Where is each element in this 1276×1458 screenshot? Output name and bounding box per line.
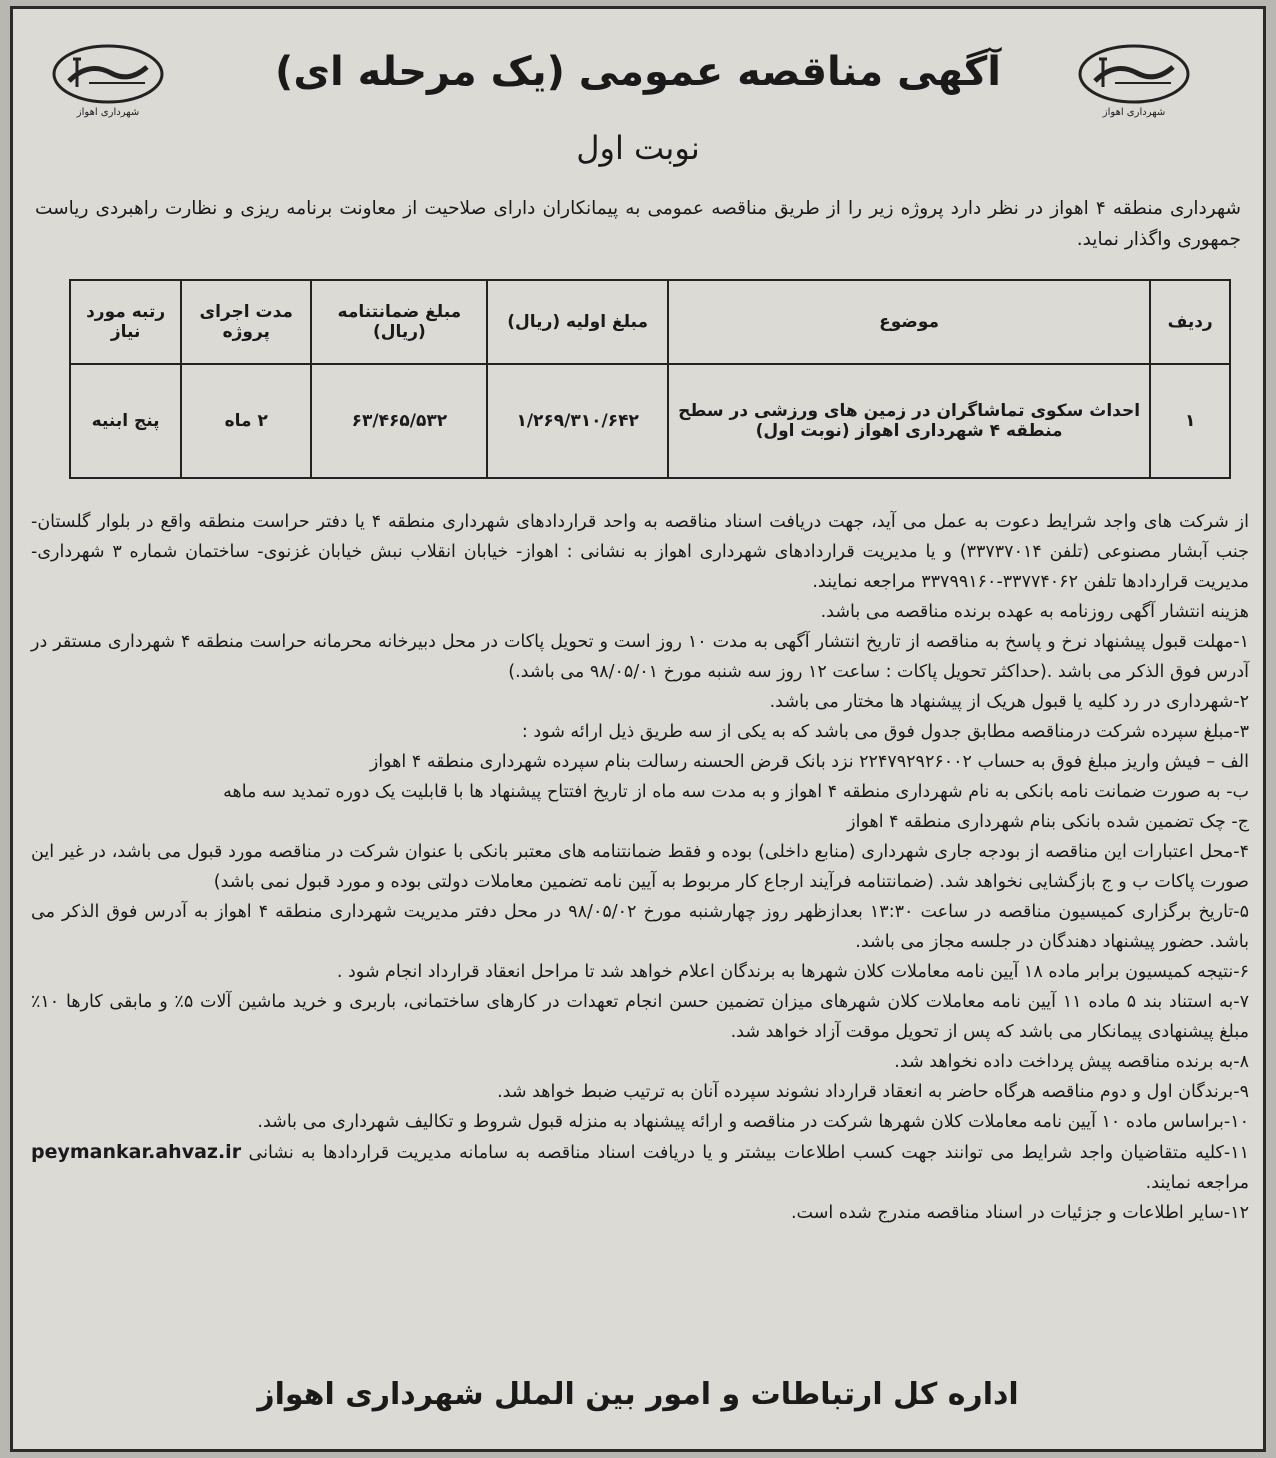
item-11-tail: مراجعه نمایند. — [1145, 1173, 1249, 1193]
cell-duration: ۲ ماه — [181, 364, 311, 478]
ahvaz-emblem-icon — [1075, 43, 1193, 105]
list-item: ۱-مهلت قبول پیشنهاد نرخ و پاسخ به مناقصه از تاریخ انتشار آگهی به مدت ۱۰ روز است و تحویل پاکات در محل دبیرخانه محرمانه حراست منطقه ۴ شهرداری مستقر در آدرس فوق الذکر می باشد .(حداکثر تحویل پاکات : ساعت ۱۲ روز سه شنبه مورخ ۹۸/۰۵/۰۱ می باشد.) — [31, 632, 1249, 682]
list-item: الف – فیش واریز مبلغ فوق به حساب ۲۲۴۷۹۲۹۲۶۰۰۲ نزد بانک قرض الحسنه رسالت بنام سپرده شهرداری منطقه ۴ اهواز — [369, 752, 1249, 772]
list-item: ب- به صورت ضمانت نامه بانکی به نام شهرداری منطقه ۴ اهواز و به مدت سه ماه از تاریخ افتتاح پیشنهاد ها با قابلیت یک دوره تمدید سه ماهه — [223, 782, 1249, 802]
contracts-portal-link[interactable]: peymankar.ahvaz.ir — [31, 1141, 242, 1163]
table-row — [70, 364, 1230, 478]
list-item: ۵-تاریخ برگزاری کمیسیون مناقصه در ساعت ۱۳:۳۰ بعدازظهر روز چهارشنبه مورخ ۹۸/۰۵/۰۲ در محل دفتر مدیریت شهرداری منطقه ۴ اهواز به آدرس فوق الذکر می باشد. حضور پیشنهاد دهندگان در جلسه مجاز می باشد. — [31, 902, 1249, 952]
notice-body — [31, 507, 1249, 1228]
logo-caption: شهرداری اهواز — [1102, 107, 1166, 118]
list-item: ۹-برندگان اول و دوم مناقصه هرگاه حاضر به انعقاد قرارداد نشوند سپرده آنان به ترتیب ضبط خواهد شد. — [497, 1082, 1249, 1102]
list-item: ۲-شهرداری در رد کلیه یا قبول هریک از پیشنهاد ها مختار می باشد. — [769, 692, 1249, 712]
cell-required-grade: پنج ابنیه — [70, 364, 181, 478]
publication-cost-note: هزینه انتشار آگهی روزنامه به عهده برنده مناقصه می باشد. — [820, 602, 1249, 622]
invitation-paragraph: از شرکت های واجد شرایط دعوت به عمل می آید، جهت دریافت اسناد مناقصه به واحد قراردادهای شهرداری منطقه ۴ یا دفتر حراست منطقه واقع در بلوار گلستان- جنب آبشار مصنوعی (تلفن ۳۳۷۳۷۰۱۴) و یا مدیریت قراردادهای شهرداری اهواز به نشانی : اهواز- خیابان انقلاب نبش خیابان غزنوی- ساختمان شماره ۳ شهرداری- مدیریت قراردادها تلفن ۳۳۷۷۴۰۶۲-۳۳۷۹۹۱۶۰ مراجعه نمایند. — [31, 512, 1249, 592]
cell-subject — [668, 364, 1150, 478]
municipality-logo-right — [1075, 43, 1193, 123]
tender-notice — [10, 6, 1266, 1452]
list-item: ۶-نتیجه کمیسیون برابر ماده ۱۸ آیین نامه معاملات کلان شهرها به برندگان اعلام خواهد شد تا مراحل انعقاد قرارداد انجام شود . — [336, 962, 1249, 982]
list-item: ۴-محل اعتبارات این مناقصه از بودجه جاری شهرداری (منابع داخلی) بوده و فقط ضمانتنامه های معتبر بانکی با عنوان شرکت در مناقصه مورد قبول می باشد، در غیر این صورت پاکات ب و ج بازگشایی نخواهد شد. (ضمانتنامه فرآیند ارجاع کار مربوط به آیین نامه تضمین معاملات دولتی بوده و مورد قبول نمی باشد) — [31, 842, 1249, 892]
list-item: ج- چک تضمین شده بانکی بنام شهرداری منطقه ۴ اهواز — [847, 812, 1249, 832]
notice-title: آگهی مناقصه عمومی (یک مرحله ای) — [275, 49, 1001, 95]
list-item: ۳-مبلغ سپرده شرکت درمناقصه مطابق جدول فوق می باشد که به یکی از سه طریق ذیل ارائه شود : — [521, 722, 1249, 742]
municipality-logo-left — [49, 43, 167, 123]
list-item: ۱۲-سایر اطلاعات و جزئیات در اسناد مناقصه مندرج شده است. — [790, 1203, 1249, 1223]
cell-row-number: ۱ — [1150, 364, 1230, 478]
ahvaz-emblem-icon — [49, 43, 167, 105]
cell-initial-amount: ۱/۲۶۹/۳۱۰/۶۴۲ — [487, 364, 667, 478]
column-header-duration: مدت اجرای پروژه — [181, 280, 311, 364]
list-item — [31, 1137, 1249, 1198]
intro-paragraph: شهرداری منطقه ۴ اهواز در نظر دارد پروژه زیر را از طریق مناقصه عمومی به پیمانکاران دارای صلاحیت از معاونت برنامه ریزی و نظارت راهبردی ریاست جمهوری واگذار نماید. — [35, 198, 1241, 250]
table-header-row — [70, 280, 1230, 364]
list-item: ۱۰-براساس ماده ۱۰ آیین نامه معاملات کلان شهرها شرکت در مناقصه و ارائه پیشنهاد به منزله قبول شروط و تکالیف شهرداری می باشد. — [257, 1112, 1249, 1132]
notice-round: نوبت اول — [576, 129, 700, 167]
tender-table — [69, 279, 1231, 479]
column-header-row-number: ردیف — [1150, 280, 1230, 364]
column-header-required-grade: رتبه مورد نیاز — [70, 280, 181, 364]
list-item: ۷-به استناد بند ۵ ماده ۱۱ آیین نامه معاملات کلان شهرهای میزان تضمین حسن انجام تعهدات در کارهای ساختمانی، باربری و خرید ماشین آلات ۵٪ و مابقی کارها ۱۰٪ مبلغ پیشنهادی پیمانکار می باشد که پس از تحویل موقت آزاد خواهد شد. — [31, 992, 1249, 1042]
logo-caption: شهرداری اهواز — [76, 107, 140, 118]
column-header-subject: موضوع — [668, 280, 1150, 364]
item-11-text: ۱۱-کلیه متقاضیان واجد شرایط می توانند جهت کسب اطلاعات بیشتر و یا دریافت اسناد مناقصه به سامانه مدیریت قراردادها به نشانی — [248, 1143, 1249, 1163]
cell-guarantee-amount: ۶۳/۴۶۵/۵۳۲ — [311, 364, 487, 478]
column-header-initial-amount: مبلغ اولیه (ریال) — [487, 280, 667, 364]
list-item: ۸-به برنده مناقصه پیش پرداخت داده نخواهد شد. — [894, 1052, 1249, 1072]
subject-text: احداث سکوی تماشاگران در زمین های ورزشی در سطح منطقه ۴ شهرداری اهواز (نوبت اول) — [678, 401, 1141, 441]
issuing-office: اداره کل ارتباطات و امور بین الملل شهرداری اهواز — [257, 1377, 1019, 1412]
column-header-guarantee-amount: مبلغ ضمانتنامه (ریال) — [311, 280, 487, 364]
